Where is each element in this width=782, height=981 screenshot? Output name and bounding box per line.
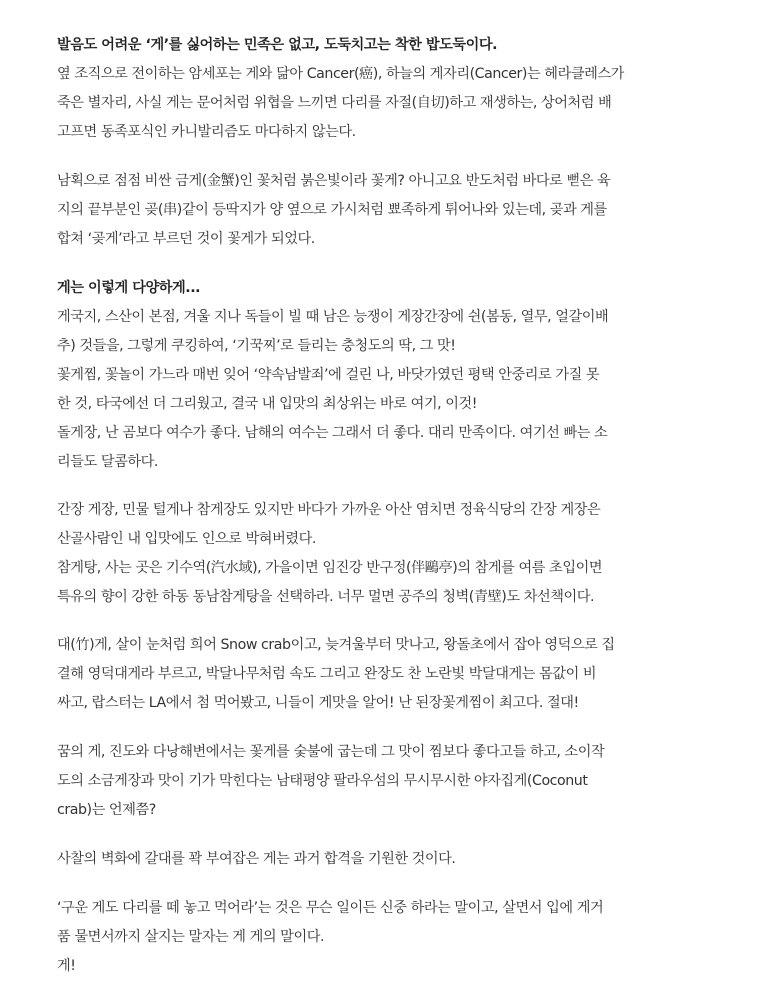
text-line: 참게탕, 사는 곳은 기수역(汽水域), 가을이면 임진강 반구정(伴鷗亭)의 참게를 여름 초입이면 (57, 560, 603, 576)
intro-paragraph (57, 31, 734, 147)
temple-paragraph (57, 845, 734, 874)
varieties-paragraph (57, 274, 734, 477)
snow-crab-paragraph (57, 631, 734, 718)
text-line: 꽃게찜, 꽃놀이 가느라 매번 잊어 ‘약속남발죄’에 걸린 나, 바닷가였던 평택 안중리로 가질 못 (57, 367, 600, 383)
text-line: 옆 조직으로 전이하는 암세포는 게와 닮아 Cancer(癌), 하늘의 게자리(Cancer)는 헤라클레스가 (57, 66, 624, 82)
text-line: 게국지, 스산이 본점, 겨울 지나 독들이 빌 때 남은 능쟁이 게장간장에 쉰(봄동, 열무, 얼갈이배 (57, 309, 609, 325)
text-line: crab)는 언제쯤? (57, 802, 156, 818)
text-line: 추) 것들을, 그렇게 쿠킹하여, ‘기꾹찌’로 들리는 충청도의 딱, 그 맛! (57, 338, 456, 354)
text-line: 한 것, 타국에선 더 그리웠고, 결국 내 입맛의 최상위는 바로 여기, 이것! (57, 396, 477, 412)
text-line: 꿈의 게, 진도와 다낭해변에서는 꽃게를 숯불에 굽는데 그 맛이 찜보다 좋다고들 하고, 소이작 (57, 744, 605, 760)
gejang-paragraph (57, 496, 734, 612)
text-line: 게! (57, 958, 76, 974)
heading-line: 발음도 어려운 ‘게’를 싫어하는 민족은 없고, 도둑치고는 착한 밥도둑이다. (57, 37, 498, 53)
text-line: 품 물면서까지 살지는 말자는 게 게의 말이다. (57, 929, 325, 945)
text-line: 도의 소금게장과 맛이 기가 막힌다는 남태평양 팔라우섬의 무시무시한 야자집게(Coconut (57, 773, 588, 789)
text-line: 리들도 달콤하다. (57, 454, 158, 470)
text-line: 사찰의 벽화에 갈대를 꽉 부여잡은 게는 과거 합격을 기원한 것이다. (57, 851, 456, 867)
text-line: 싸고, 랍스터는 LA에서 첨 먹어봤고, 니들이 게맛을 알어! 난 된장꽃게찜이 최고다. 절대! (57, 695, 579, 711)
etymology-paragraph (57, 167, 734, 254)
closing-paragraph (57, 894, 734, 981)
text-line: 결해 영덕대게라 부르고, 박달나무처럼 속도 그리고 완장도 찬 노란빛 박달대게는 몸값이 비 (57, 666, 597, 682)
text-line: 합쳐 ‘곶게’라고 부르던 것이 꽃게가 되었다. (57, 231, 315, 247)
heading-line: 게는 이렇게 다양하게... (57, 280, 201, 296)
text-line: 죽은 별자리, 사실 게는 문어처럼 위협을 느끼면 다리를 자절(自切)하고 재생하는, 상어처럼 배 (57, 95, 612, 111)
dream-crab-paragraph (57, 738, 734, 825)
text-line: 고프면 동족포식인 카니발리즘도 마다하지 않는다. (57, 124, 356, 140)
text-line: 돌게장, 난 곰보다 여수가 좋다. 남해의 여수는 그래서 더 좋다. 대리 만족이다. 여기선 빠는 소 (57, 425, 608, 441)
text-line: 지의 끝부분인 곶(串)같이 등딱지가 양 옆으로 가시처럼 뾰족하게 튀어나와 있는데, 곶과 게를 (57, 202, 607, 218)
text-line: 간장 게장, 민물 털게나 참게장도 있지만 바다가 가까운 아산 염치면 정육식당의 간장 게장은 (57, 502, 601, 518)
text-line: 대(竹)게, 살이 눈처럼 희어 Snow crab이고, 늦겨울부터 맛나고, 왕돌초에서 잡아 영덕으로 집 (57, 637, 615, 653)
text-line: 특유의 향이 강한 하동 동남참게탕을 선택하라. 너무 멀면 공주의 청벽(青壁)도 차선책이다. (57, 589, 595, 605)
text-line: ‘구운 게도 다리를 떼 놓고 먹어라’는 것은 무슨 일이든 신중 하라는 말이고, 살면서 입에 게거 (57, 900, 604, 916)
text-line: 산골사람인 내 입맛에도 인으로 박혀버렸다. (57, 531, 316, 547)
text-line: 남획으로 점점 비싼 금게(金蟹)인 꽃처럼 붉은빛이라 꽃게? 아니고요 반도처럼 바다로 뻗은 육 (57, 173, 611, 189)
